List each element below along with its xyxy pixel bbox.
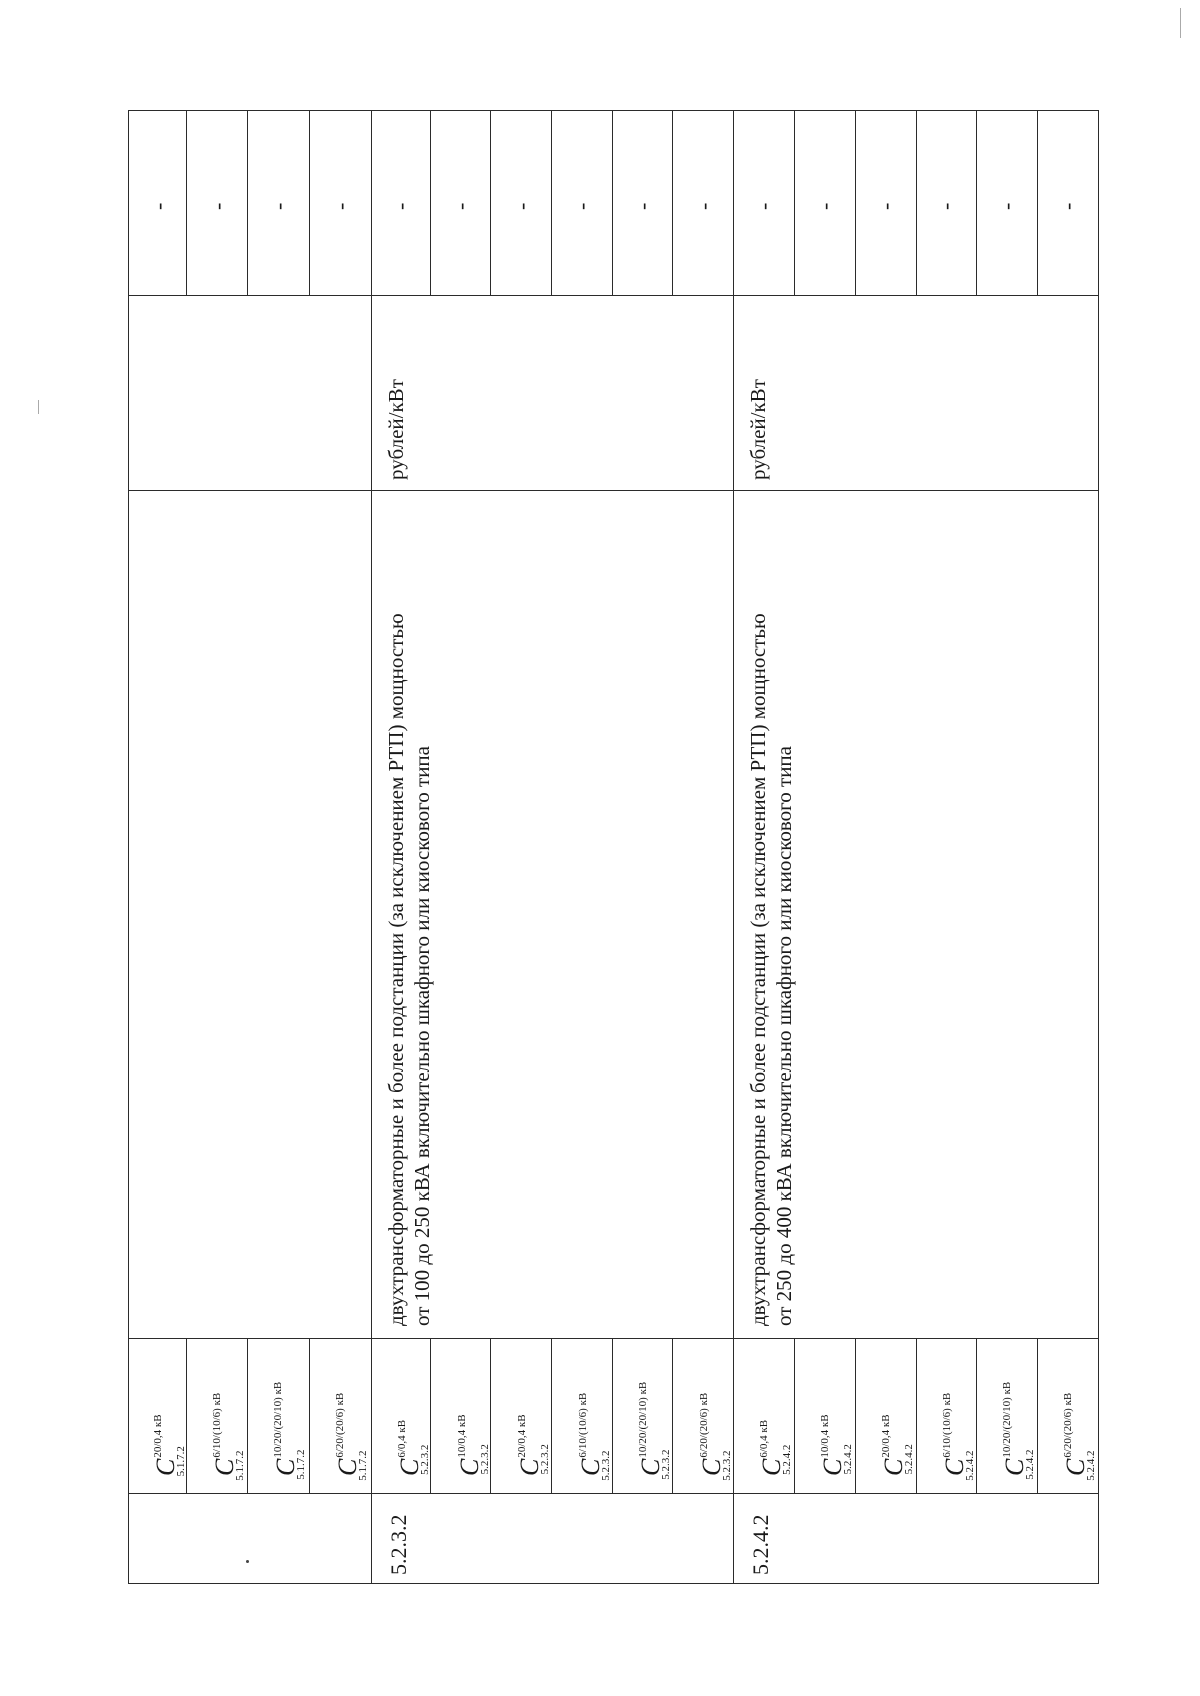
row-divider xyxy=(794,1338,795,1493)
value-cell: - xyxy=(873,202,898,210)
tariff-code xyxy=(751,1390,793,1476)
tariff-code xyxy=(389,1390,431,1476)
tariff-code-index: 5.2.4.2 xyxy=(964,1450,976,1481)
tariff-code-index: 5.1.7.2 xyxy=(175,1446,187,1477)
tariff-code-voltage: 6/10/(10/6) кВ xyxy=(211,1392,223,1458)
tariff-code xyxy=(327,1362,369,1481)
tariff-symbol: C xyxy=(271,1458,300,1476)
tariff-code-voltage: 20/0,4 кВ xyxy=(152,1414,164,1458)
tariff-code-voltage: 6/0,4 кВ xyxy=(396,1419,408,1458)
tariff-code-voltage: 10/20/(20/10) кВ xyxy=(637,1381,649,1458)
tariff-code-voltage: 6/10/(10/6) кВ xyxy=(577,1392,589,1458)
row-divider xyxy=(309,1338,310,1493)
table-border-bottom xyxy=(128,1583,1099,1584)
scan-edge-mark xyxy=(1180,8,1181,38)
tariff-symbol: C xyxy=(1061,1458,1090,1476)
tariff-code-index: 5.1.7.2 xyxy=(357,1450,369,1481)
value-cell: - xyxy=(388,202,413,210)
unit-label: рублей/кВт xyxy=(384,379,408,480)
tariff-symbol: C xyxy=(395,1458,424,1476)
tariff-symbol: C xyxy=(455,1458,484,1476)
column-divider-code xyxy=(128,1338,1098,1339)
row-divider xyxy=(794,110,795,295)
tariff-code-voltage: 10/20/(20/10) кВ xyxy=(1001,1381,1013,1458)
column-divider-value xyxy=(128,295,1098,296)
tariff-code-index: 5.2.4.2 xyxy=(1024,1449,1036,1480)
row-divider xyxy=(612,110,613,295)
tariff-code-voltage: 20/0,4 кВ xyxy=(880,1414,892,1458)
value-cell: - xyxy=(994,202,1019,210)
tariff-code-index: 5.1.7.2 xyxy=(295,1449,307,1480)
tariff-code-voltage: 6/0,4 кВ xyxy=(758,1419,770,1458)
row-divider xyxy=(247,1338,248,1493)
tariff-code xyxy=(145,1384,187,1477)
row-divider xyxy=(855,1338,856,1493)
row-divider xyxy=(309,110,310,295)
row-divider xyxy=(186,110,187,295)
value-cell: - xyxy=(569,202,594,210)
row-divider xyxy=(490,110,491,295)
tariff-symbol: C xyxy=(515,1458,544,1476)
tariff-code-voltage: 10/0,4 кВ xyxy=(456,1414,468,1458)
tariff-code xyxy=(509,1384,551,1476)
tariff-code xyxy=(630,1351,672,1480)
tariff-code xyxy=(873,1384,915,1476)
tariff-code xyxy=(994,1351,1036,1480)
row-divider xyxy=(916,110,917,295)
tariff-code-voltage: 6/20/(20/6) кВ xyxy=(1062,1392,1074,1458)
value-cell: - xyxy=(691,202,716,210)
scan-edge-mark xyxy=(38,400,39,414)
column-divider-unit xyxy=(128,490,1098,491)
tariff-symbol: C xyxy=(879,1458,908,1476)
item-description xyxy=(383,613,435,1326)
value-cell: - xyxy=(266,202,291,210)
tariff-code-index: 5.2.3.2 xyxy=(721,1450,733,1481)
tariff-code xyxy=(691,1362,733,1481)
table-border-left xyxy=(128,110,129,1583)
tariff-symbol: C xyxy=(940,1458,969,1476)
item-description xyxy=(745,613,797,1326)
item-description-line: от 250 до 400 кВА включительно шкафного или киоскового типа xyxy=(772,746,796,1326)
row-divider xyxy=(855,110,856,295)
tariff-symbol: C xyxy=(697,1458,726,1476)
tariff-symbol: C xyxy=(576,1458,605,1476)
block-divider-1 xyxy=(371,110,372,1583)
column-divider-number xyxy=(128,1493,1098,1494)
value-cell: - xyxy=(630,202,655,210)
value-cell: - xyxy=(509,202,534,210)
tariff-code-voltage: 20/0,4 кВ xyxy=(516,1414,528,1458)
tariff-symbol: C xyxy=(636,1458,665,1476)
tariff-symbol: C xyxy=(818,1458,847,1476)
tariff-code-index: 5.2.3.2 xyxy=(660,1449,672,1480)
row-divider xyxy=(247,110,248,295)
table-border-top xyxy=(128,110,1098,111)
tariff-code xyxy=(204,1362,246,1481)
row-divider xyxy=(976,1338,977,1493)
value-cell: - xyxy=(812,202,837,210)
tariff-symbol: C xyxy=(1000,1458,1029,1476)
tariff-code-index: 5.2.3.2 xyxy=(479,1444,491,1475)
tariff-code xyxy=(449,1384,491,1476)
tariff-code-index: 5.2.4.2 xyxy=(1085,1450,1097,1481)
value-cell: - xyxy=(448,202,473,210)
item-number: 5.2.3.2 xyxy=(386,1514,411,1575)
row-divider xyxy=(976,110,977,295)
row-divider xyxy=(1037,1338,1038,1493)
tariff-code-index: 5.2.4.2 xyxy=(842,1444,854,1475)
tariff-code-voltage: 6/20/(20/6) кВ xyxy=(334,1392,346,1458)
tariff-symbol: C xyxy=(210,1458,239,1476)
tariff-symbol: C xyxy=(151,1458,180,1476)
value-cell: - xyxy=(146,202,171,210)
item-number: 5.2.4.2 xyxy=(748,1514,773,1575)
tariff-symbol: C xyxy=(757,1458,786,1476)
unit-label: рублей/кВт xyxy=(746,379,770,480)
tariff-code-index: 5.2.4.2 xyxy=(781,1444,793,1475)
tariff-code xyxy=(265,1351,307,1480)
tariff-code xyxy=(934,1362,976,1481)
value-cell: - xyxy=(1055,202,1080,210)
table-border-right xyxy=(1098,110,1099,1583)
value-cell: - xyxy=(933,202,958,210)
row-divider xyxy=(551,110,552,295)
row-divider xyxy=(430,110,431,295)
row-divider xyxy=(551,1338,552,1493)
row-divider xyxy=(672,1338,673,1493)
tariff-code-index: 5.2.3.2 xyxy=(600,1450,612,1481)
block-divider-2 xyxy=(733,110,734,1583)
item-description-line: двухтрансформаторные и более подстанции (за исключением РТП) мощностью xyxy=(746,613,770,1326)
tariff-symbol: C xyxy=(333,1458,362,1476)
row-divider xyxy=(612,1338,613,1493)
tariff-code xyxy=(570,1362,612,1481)
tariff-code-index: 5.2.3.2 xyxy=(419,1444,431,1475)
tariff-code-index: 5.2.3.2 xyxy=(539,1444,551,1475)
value-cell: - xyxy=(328,202,353,210)
tariff-code xyxy=(812,1384,854,1476)
value-cell: - xyxy=(751,202,776,210)
scan-speck xyxy=(246,1560,249,1563)
tariff-code-index: 5.1.7.2 xyxy=(234,1450,246,1481)
tariff-code-voltage: 6/10/(10/6) кВ xyxy=(941,1392,953,1458)
tariff-code-voltage: 6/20/(20/6) кВ xyxy=(698,1392,710,1458)
row-divider xyxy=(672,110,673,295)
item-description-line: двухтрансформаторные и более подстанции (за исключением РТП) мощностью xyxy=(384,613,408,1326)
value-cell: - xyxy=(205,202,230,210)
tariff-code-index: 5.2.4.2 xyxy=(903,1444,915,1475)
row-divider xyxy=(1037,110,1038,295)
row-divider xyxy=(916,1338,917,1493)
item-description-line: от 100 до 250 кВА включительно шкафного или киоскового типа xyxy=(410,746,434,1326)
tariff-code-voltage: 10/0,4 кВ xyxy=(819,1414,831,1458)
tariff-code-voltage: 10/20/(20/10) кВ xyxy=(272,1381,284,1458)
tariff-code xyxy=(1055,1362,1097,1481)
